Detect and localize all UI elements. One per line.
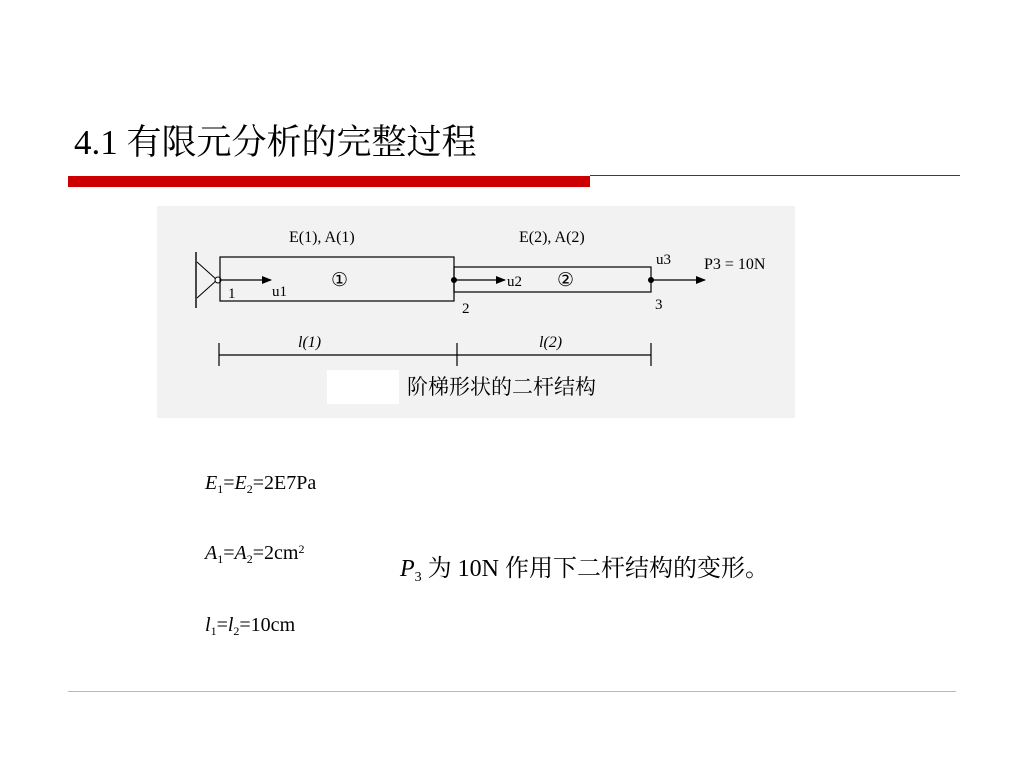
elem1-label: ① <box>331 270 349 291</box>
slide-title: 4.1 有限元分析的完整过程 <box>74 123 477 162</box>
u3-label: u3 <box>656 252 671 268</box>
figure-caption: 阶梯形状的二杆结构 <box>407 375 596 399</box>
u1-label: u1 <box>272 284 287 300</box>
elem2-props: E(2), A(2) <box>519 229 585 246</box>
elem1-props: E(1), A(1) <box>289 229 355 246</box>
bar-structure-figure <box>157 206 795 418</box>
param-length: $l_1=l_2=10cm$ <box>205 614 296 638</box>
pin-support <box>197 262 217 298</box>
node1-label: 1 <box>228 286 236 302</box>
len2-label: l(2) <box>539 334 563 351</box>
elem2-label: ② <box>557 270 575 291</box>
u2-label: u2 <box>507 274 522 290</box>
caption-mask <box>327 370 399 404</box>
load-label: P3 = 10N <box>704 256 766 273</box>
title-underline-thin <box>590 175 960 176</box>
problem-description: $P_3$ 为 10N 作用下二杆结构的变形。 <box>400 556 770 585</box>
node2-label: 2 <box>462 301 470 317</box>
footer-line <box>68 691 956 692</box>
title-underline-thick <box>68 176 590 187</box>
node3-label: 3 <box>655 297 663 313</box>
param-area: $A_1=A_2=2cm^2$ <box>205 542 305 566</box>
param-modulus: $E_1=E_2=2E7Pa$ <box>205 472 317 496</box>
len1-label: l(1) <box>298 334 322 351</box>
